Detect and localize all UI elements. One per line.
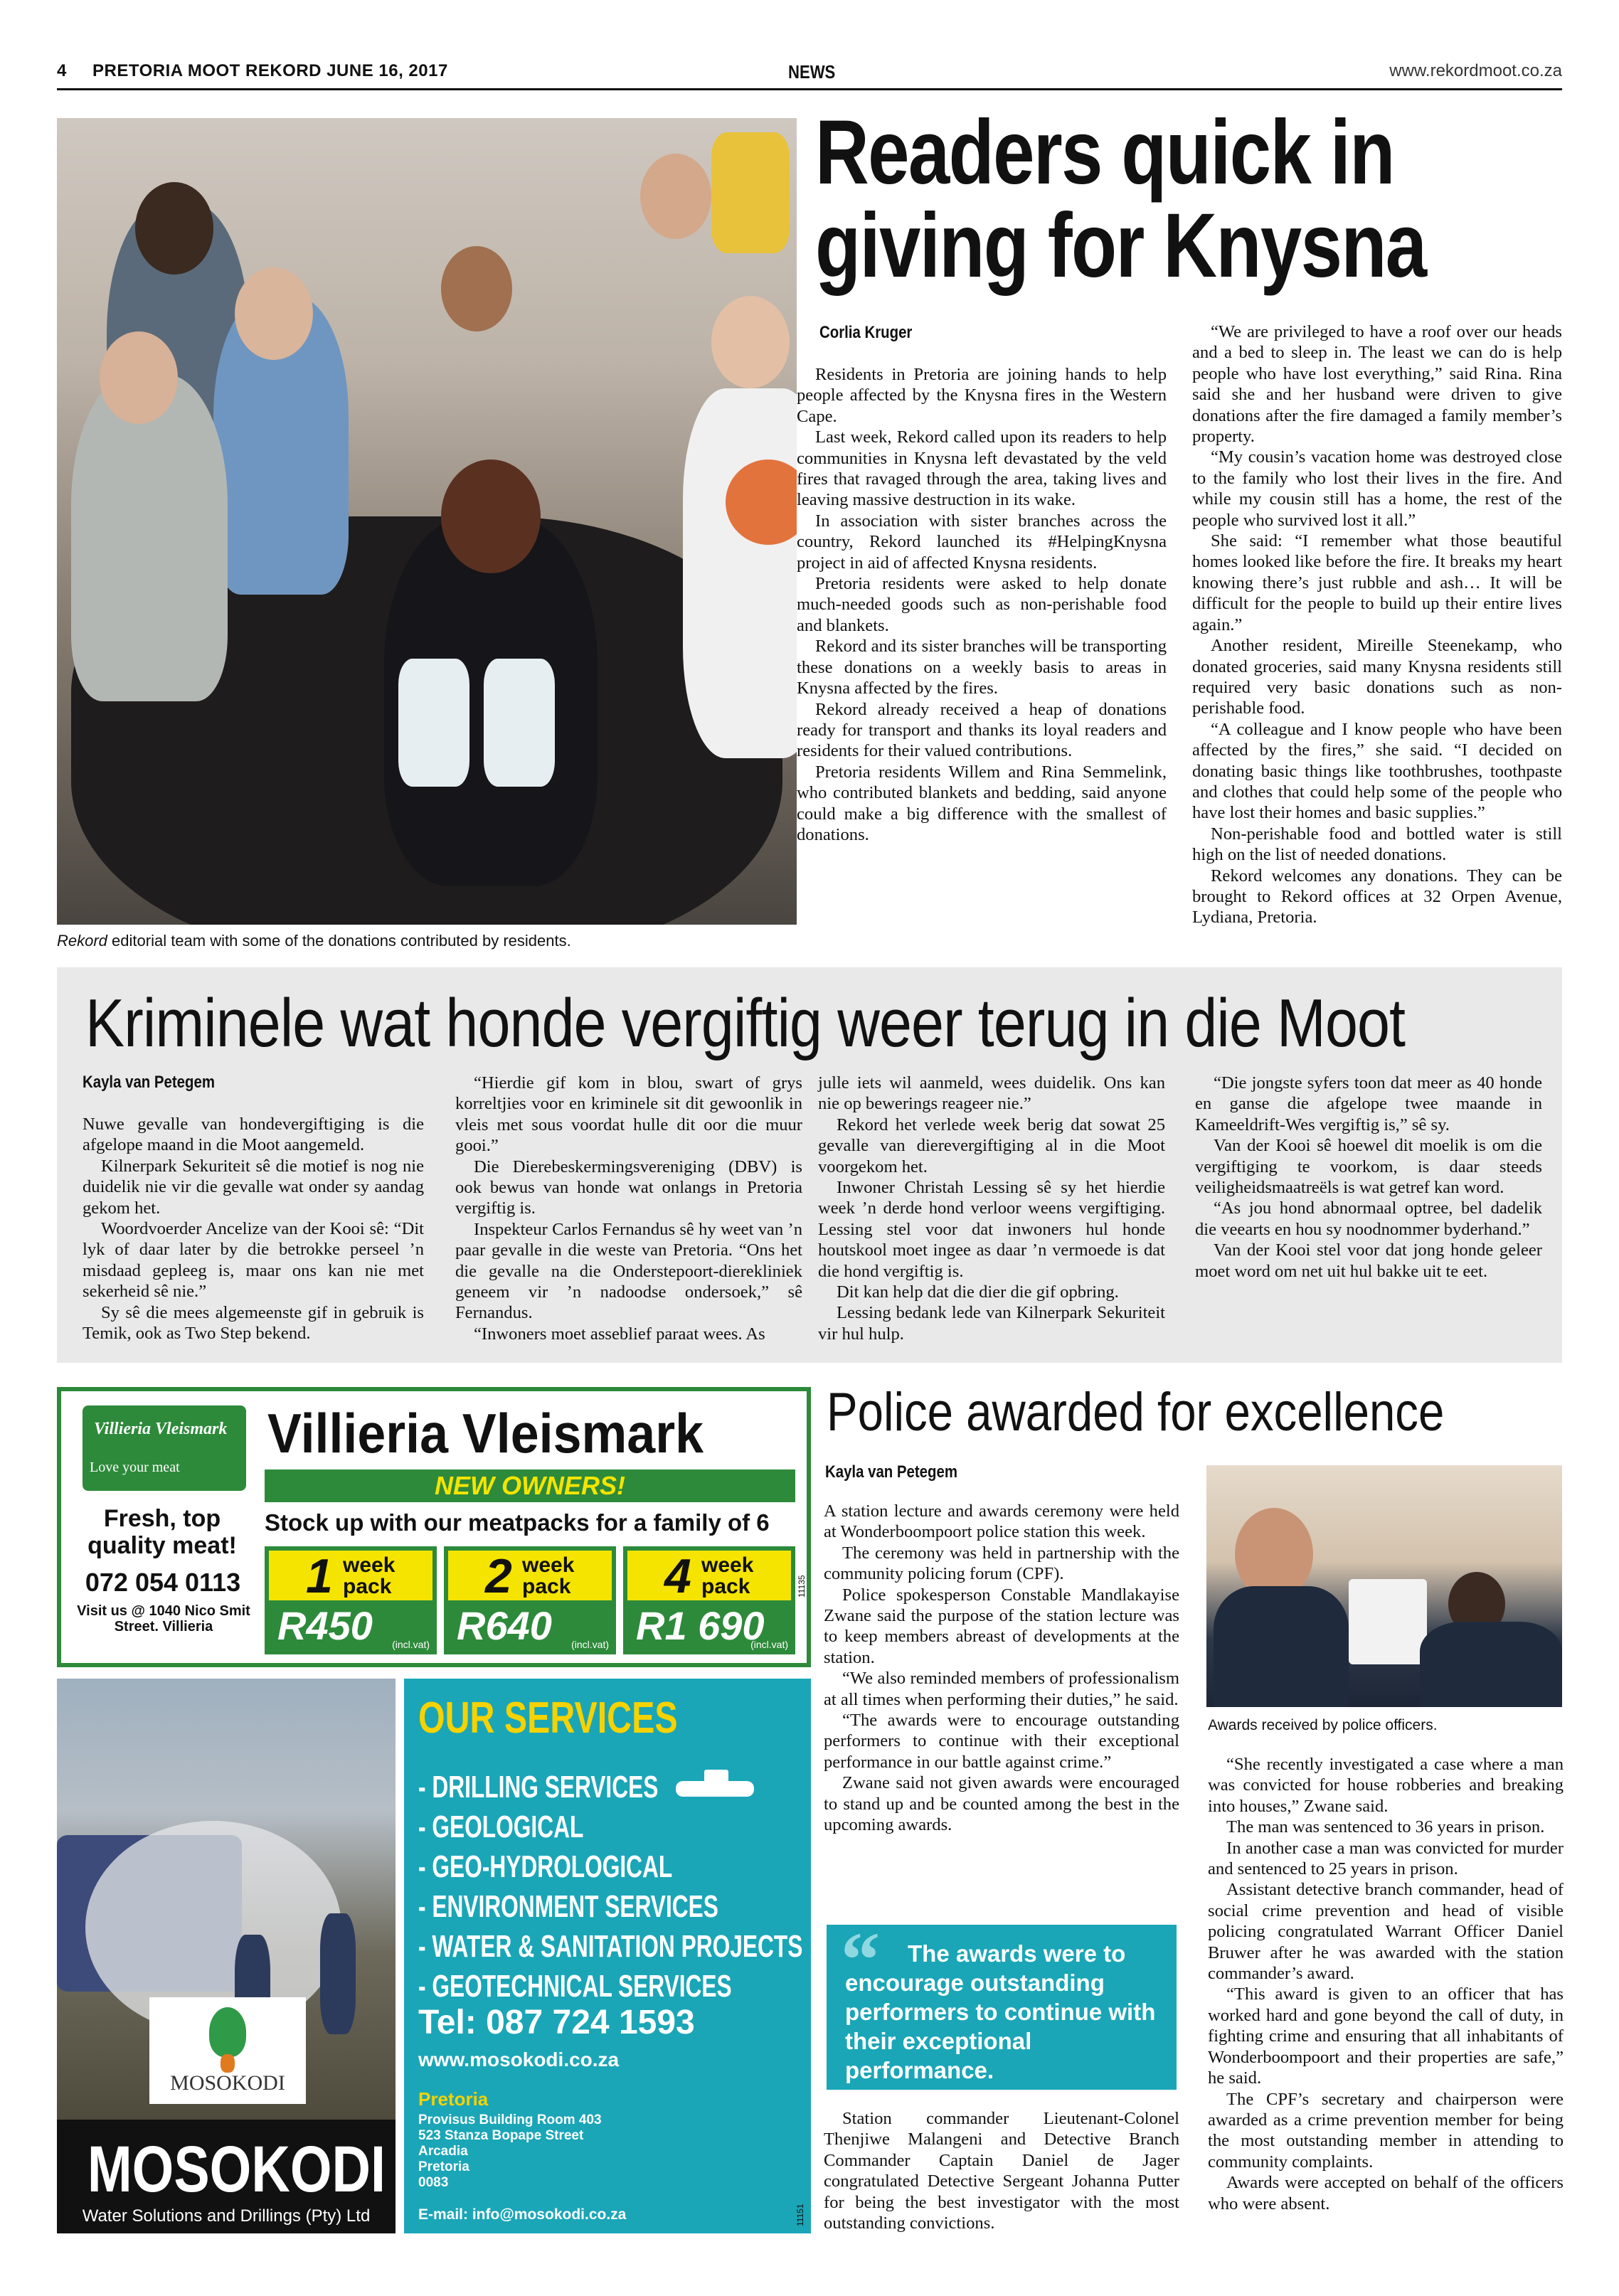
advert-address: Visit us @ 1040 Nico Smit Street. Villieria bbox=[77, 1603, 250, 1635]
advert-subtitle: Stock up with our meatpacks for a family of 6 bbox=[265, 1509, 770, 1536]
article-column: “She recently investigated a case where a man was convicted for house robberies and breaking into houses,” Zwane said. The man was sentenced to 36 years in prison. In another case a man was convicted for murder and sentenced to 25 years in prison. Assistant detective branch commander, head of social crime prevention and head of visible policing congratulated Warrant Officer Daniel Bruwer after he was awarded with the station commander’s award. “This award is given to an officer that has worked hard and gone beyond the call of duty, in fighting crime and ensuring that all inhabitants of Wonderboompoort and their properties are safe,” he said. The CPF’s secretary and chairperson were awarded as a crime prevention member for being the most outstanding member in attending to community complaints. Awards were accepted on behalf of the officers who were absent. bbox=[1208, 1755, 1564, 2213]
quote-icon: “ bbox=[841, 1916, 880, 2003]
meatpack-offer: 1 week pack R450 (incl.vat) bbox=[265, 1546, 437, 1654]
byline: Corlia Kruger bbox=[819, 323, 913, 342]
advert-city: Pretoria bbox=[418, 2088, 489, 2110]
advert-title: Villieria Vleismark bbox=[267, 1402, 704, 1465]
article-column: Residents in Pretoria are joining hands to help people affected by the Knysna fires in the Western Cape. Last week, Rekord called upon its readers to help communities in Knysna left devastated by the veld fires that ravaged through the area, taking lives and leaving massive destruction in its wake. In association with sister branches across the country, Rekord launched its #HelpingKnysna project in aid of affected Knysna residents. Pretoria residents were asked to help donate much-needed goods such as non-perishable food and blankets. Rekord and its sister branches will be transporting these donations on a weekly basis to areas in Knysna affected by the fires. Rekord already received a heap of donations ready for transport and thanks its loyal readers and residents for their valued contributions. Pretoria residents Willem and Rina Semmelink, who contributed blankets and bedding, said anyone could make a big difference with the smallest of donations. bbox=[797, 365, 1167, 844]
byline: Kayla van Petegem bbox=[83, 1073, 215, 1092]
headline: Readers quick in giving for Knysna bbox=[815, 102, 1426, 297]
photo-caption: Awards received by police officers. bbox=[1208, 1717, 1438, 1733]
donations-photo bbox=[57, 118, 797, 925]
advert-phone: Tel: 087 724 1593 bbox=[418, 2004, 695, 2041]
advert-website[interactable]: www.mosokodi.co.za bbox=[418, 2048, 620, 2071]
service-item: - GEOLOGICAL bbox=[418, 1809, 584, 1844]
address-line: 0083 bbox=[418, 2175, 449, 2190]
photo-caption: Rekord editorial team with some of the donations contributed by residents. bbox=[57, 932, 571, 950]
advert-slogan: Fresh, top quality meat! bbox=[87, 1505, 237, 1559]
logo-tagline: Love your meat bbox=[90, 1460, 180, 1475]
service-item: - GEO-HYDROLOGICAL bbox=[418, 1849, 673, 1884]
article-column: Station commander Lieutenant-Colonel Thenjiwe Malangeni and Detective Branch Commander Captain Daniel de Jager congratulated Detective Sergeant Johanna Putter for being the best investigator with the most outstanding convictions. bbox=[824, 2109, 1179, 2233]
villieria-advert[interactable] bbox=[57, 1387, 811, 1667]
article-column: “We are privileged to have a roof over our heads and a bed to sleep in. The least we can do is help people who have lost everything,” said Rina. Rina said she and her husband were driven to give donations after the fire damaged a family member’s property. “My cousin’s vacation home was destroyed close to the family who lost their lives in the fire. And while my cousin still has a home, the rest of the people who survived lost it all.” She said: “I remember what those beautiful homes looked like before the fire. It breaks my heart knowing there’s just rubble and ash… It will be difficult for the people to build up their entire lives again.” Another resident, Mireille Steenekamp, who donated groceries, said many Knysna residents still required very basic donations such as non-perishable food. “A colleague and I know people who have been affected by the fires,” she said. “I decided on donating basic things like toothbrushes, toothpaste and clothes that could help some of the people who have lost their homes and basic supplies.” Non-perishable food and bottled water is still high on the list of needed donations. Rekord welcomes any donations. They can be brought to Rekord offices at 32 Orpen Avenue, Lydiana, Pretoria. bbox=[1192, 322, 1562, 928]
article-column: A station lecture and awards ceremony were held at Wonderboompoort police station this week. The ceremony was held in partnership with the community policing forum (CPF). Police spokesperson Constable Mandlakayise Zwane said the purpose of the station lecture was to keep members abreast of developments at the station. “We also reminded members of professionalism at all times when performing their duties,” he said. “The awards were to encourage outstanding performers to continue with their exceptional performance in our battle against crime.” Zwane said not given awards were encouraged to stand up and be counted among the best in the upcoming awards. bbox=[824, 1502, 1179, 1835]
article-column: “Die jongste syfers toon dat meer as 40 honde en ganse die afgelope twee maande in Kameeldrift-Wes vergiftig is,” sê sy. Van der Kooi sê hoewel dit moelik is om die vergiftiging te voorkom, is daar steeds veiligheidsmaatreëls is wat getref kan word. “As jou hond abnormaal optree, bel dadelik die veearts en hou sy noodnommer byderhand.” Van der Kooi stel voor dat jong honde geleer moet word om net uit hul bakke uit te eet. bbox=[1195, 1073, 1542, 1281]
section-label: NEWS bbox=[788, 61, 836, 83]
brand-tagline: Water Solutions and Drillings (Pty) Ltd bbox=[82, 2206, 371, 2226]
address-line: Provisus Building Room 403 bbox=[418, 2112, 602, 2127]
advert-email[interactable]: E-mail: info@mosokodi.co.za bbox=[418, 2206, 627, 2223]
headline: Kriminele wat honde vergiftig weer terug in die Moot bbox=[85, 985, 1406, 1061]
address-line: Pretoria bbox=[418, 2159, 469, 2174]
header-rule bbox=[57, 88, 1562, 90]
headline: Police awarded for excellence bbox=[827, 1382, 1445, 1442]
service-item: - WATER & SANITATION PROJECTS bbox=[418, 1929, 803, 1964]
byline: Kayla van Petegem bbox=[825, 1462, 957, 1482]
service-item: - GEOTECHNICAL SERVICES bbox=[418, 1969, 732, 2004]
logo-name: MOSOKODI bbox=[170, 2071, 285, 2095]
service-item: - DRILLING SERVICES bbox=[418, 1770, 659, 1805]
address-line: 523 Stanza Bopape Street bbox=[418, 2128, 584, 2143]
meatpack-offer: 4 week pack R1 690 (incl.vat) bbox=[623, 1546, 795, 1654]
address-line: Arcadia bbox=[418, 2144, 468, 2159]
website-url: www.rekordmoot.co.za bbox=[1389, 61, 1562, 80]
brand-name: MOSOKODI bbox=[87, 2133, 386, 2206]
page-number: 4 bbox=[57, 61, 67, 80]
article-column: Nuwe gevalle van hondevergiftiging is die afgelope maand in die Moot aangemeld. Kilnerpark Sekuriteit sê die motief is nog nie duidelik nie vir die gevalle wat onder sy aandag gekom het. Woordvoerder Ancelize van der Kooi sê: “Dit lyk of daar later by die betrokke perseel ’n misdaad gepleeg is, maar ons kan nie met sekerheid sê nie.” Sy sê die mees algemeenste gif in gebruik is Temik, ook as Two Step bekend. bbox=[83, 1115, 424, 1344]
pull-quote-text: The awards were to encourage outstanding performers to continue with their exceptional performance. bbox=[845, 1940, 1156, 2083]
police-awards-photo bbox=[1206, 1465, 1562, 1707]
villieria-logo bbox=[83, 1405, 246, 1491]
publication-dateline: PRETORIA MOOT REKORD JUNE 16, 2017 bbox=[92, 61, 448, 80]
meatpack-offer: 2 week pack R640 (incl.vat) bbox=[444, 1546, 616, 1654]
services-panel bbox=[404, 1679, 811, 2233]
logo-name: Villieria Vleismark bbox=[94, 1420, 228, 1438]
advert-phone: 072 054 0113 bbox=[85, 1568, 241, 1597]
new-owners-banner: NEW OWNERS! bbox=[265, 1469, 795, 1502]
mosokodi-advert[interactable] bbox=[57, 1679, 811, 2233]
article-column: julle iets wil aanmeld, wees duidelik. Ons kan nie op bewerings reageer nie.” Rekord het verlede week berig dat sowat 25 gevalle van dierevergiftiging al in die Moot voorgekom het. Inwoner Christah Lessing sê sy het hierdie week ’n derde hond verloor weens vergiftiging. Lessing stel voor dat inwoners hul honde houtskool moet ingee as daar ’n vermoede is dat die hond vergiftig is. Dit kan help dat die dier die gif opbring. Lessing bedank lede van Kilnerpark Sekuriteit vir hul hulp. bbox=[818, 1073, 1165, 1344]
advert-reference: 11135 bbox=[797, 1575, 807, 1598]
pull-quote bbox=[827, 1916, 1177, 2090]
service-item: - ENVIRONMENT SERVICES bbox=[418, 1889, 718, 1924]
drill-rig-icon bbox=[676, 1770, 754, 1798]
article-column: “Hierdie gif kom in blou, swart of grys korreltjies voor en kriminele sit dit gewoonlik in vleis met sous voordat hulle dit oor die muur gooi.” Die Dierebeskermingsvereniging (DBV) is ook bewus van honde wat onlangs in Pretoria vergiftig is. Inspekteur Carlos Fernandus sê hy weet van ’n paar gevalle in die weste van Pretoria. “Ons het die gevalle na die Onderstepoort-dierekliniek geneem vir ’n nadoodse ondersoek,” sê Fernandus. “Inwoners moet asseblief paraat wees. As bbox=[455, 1073, 802, 1344]
services-title: OUR SERVICES bbox=[418, 1694, 678, 1743]
advert-reference: 11151 bbox=[795, 2204, 805, 2226]
